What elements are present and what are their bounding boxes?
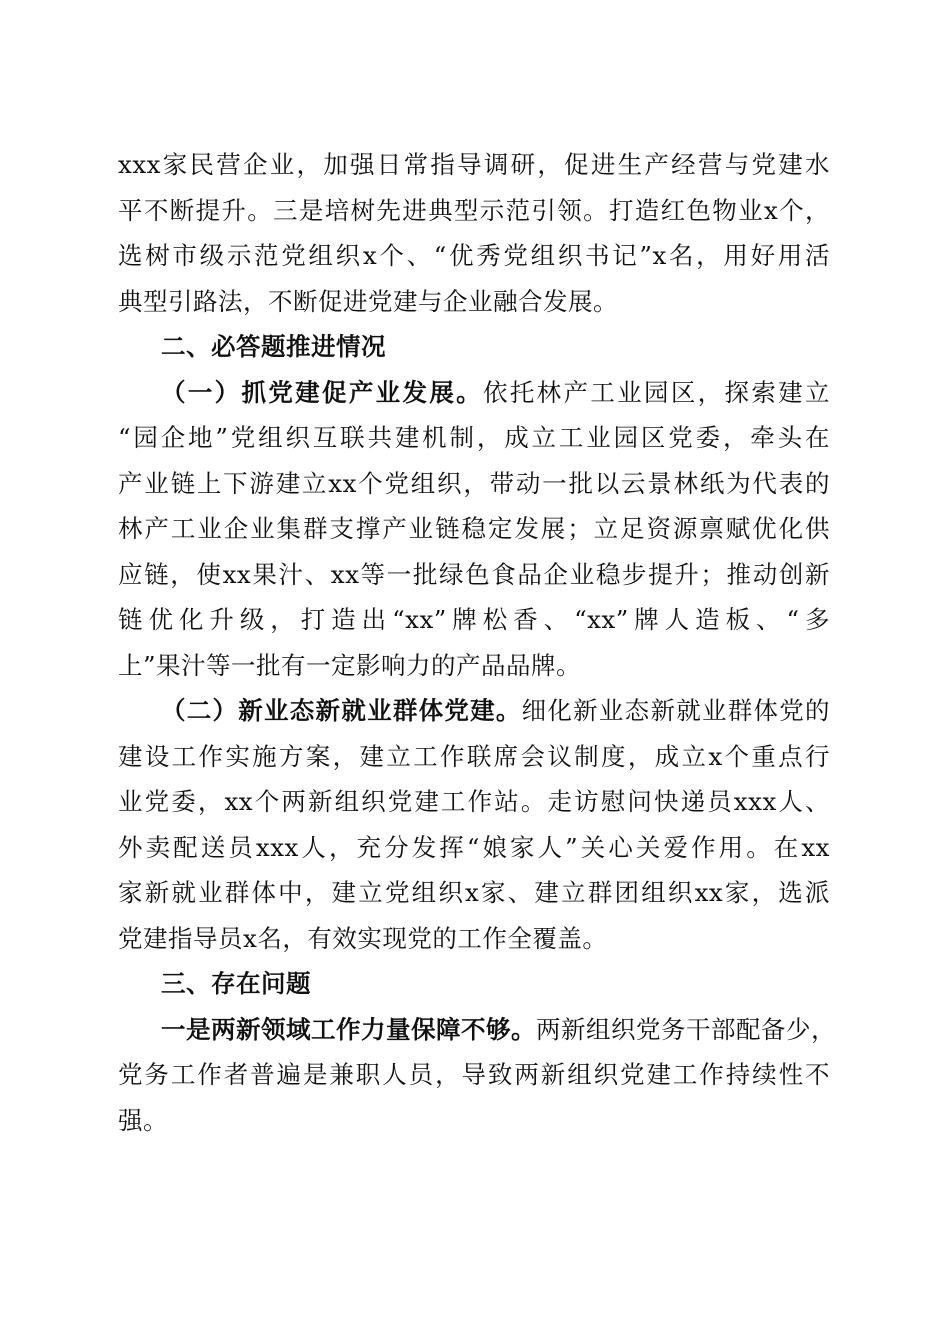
paragraph-line: 林产工业企业集群支撑产业链稳定发展；立足资源禀赋优化供 (118, 514, 830, 543)
paragraph-line (118, 688, 830, 734)
section-heading-3: 三、存在问题 (161, 969, 311, 998)
paragraph-line: 应链，使xx果汁、xx等一批绿色食品企业稳步提升；推动创新 (118, 559, 830, 589)
paragraph-lead: （二）新业态新就业群体党建。 (161, 696, 522, 725)
paragraph-line: 建设工作实施方案，建立工作联席会议制度，成立x个重点行 (118, 741, 830, 771)
paragraph-line: 党务工作者普遍是兼职人员，导致两新组织党建工作持续性不 (118, 1060, 830, 1089)
paragraph-lead: （一）抓党建促产业发展。 (161, 377, 483, 407)
paragraph-line: 强。 (118, 1105, 168, 1135)
paragraph-line: 选树市级示范党组织x个、“优秀党组织书记”x名，用好用活 (118, 241, 830, 270)
paragraph-line: “园企地”党组织互联共建机制，成立工业园区党委，牵头在 (118, 423, 830, 452)
paragraph-lead: 一是两新领域工作力量保障不够。 (161, 1014, 536, 1044)
paragraph-line: 平不断提升。三是培树先进典型示范引领。打造红色物业x个， (118, 195, 830, 225)
paragraph-line: 外卖配送员xxx人，充分发挥“娘家人”关心关爱作用。在xx (118, 832, 830, 862)
paragraph-line (118, 370, 830, 416)
paragraph-line: 典型引路法，不断促进党建与企业融合发展。 (118, 286, 618, 316)
paragraph-line: 家新就业群体中，建立党组织x家、建立群团组织xx家，选派 (118, 878, 830, 907)
paragraph-line: 业党委，xx个两新组织党建工作站。走访慰问快递员xxx人、 (118, 787, 830, 816)
paragraph-line: 党建指导员x名，有效实现党的工作全覆盖。 (118, 923, 608, 953)
paragraph-text: 细化新业态新就业群体党的 (521, 696, 830, 725)
paragraph-line: xxx家民营企业，加强日常指导调研，促进生产经营与党建水 (118, 150, 830, 179)
paragraph-line (118, 1007, 836, 1053)
paragraph-line: 上”果汁等一批有一定影响力的产品品牌。 (118, 650, 582, 680)
paragraph-line: 链优化升级，打造出“xx”牌松香、“xx”牌人造板、“多 (118, 605, 830, 634)
paragraph-line: 产业链上下游建立xx个党组织，带动一批以云景林纸为代表的 (118, 468, 830, 498)
document-page (118, 142, 836, 1143)
paragraph-text: 两新组织党务干部配备少， (536, 1014, 836, 1044)
section-heading-2: 二、必答题推进情况 (161, 332, 386, 361)
paragraph-text: 依托林产工业园区，探索建立 (483, 377, 830, 407)
